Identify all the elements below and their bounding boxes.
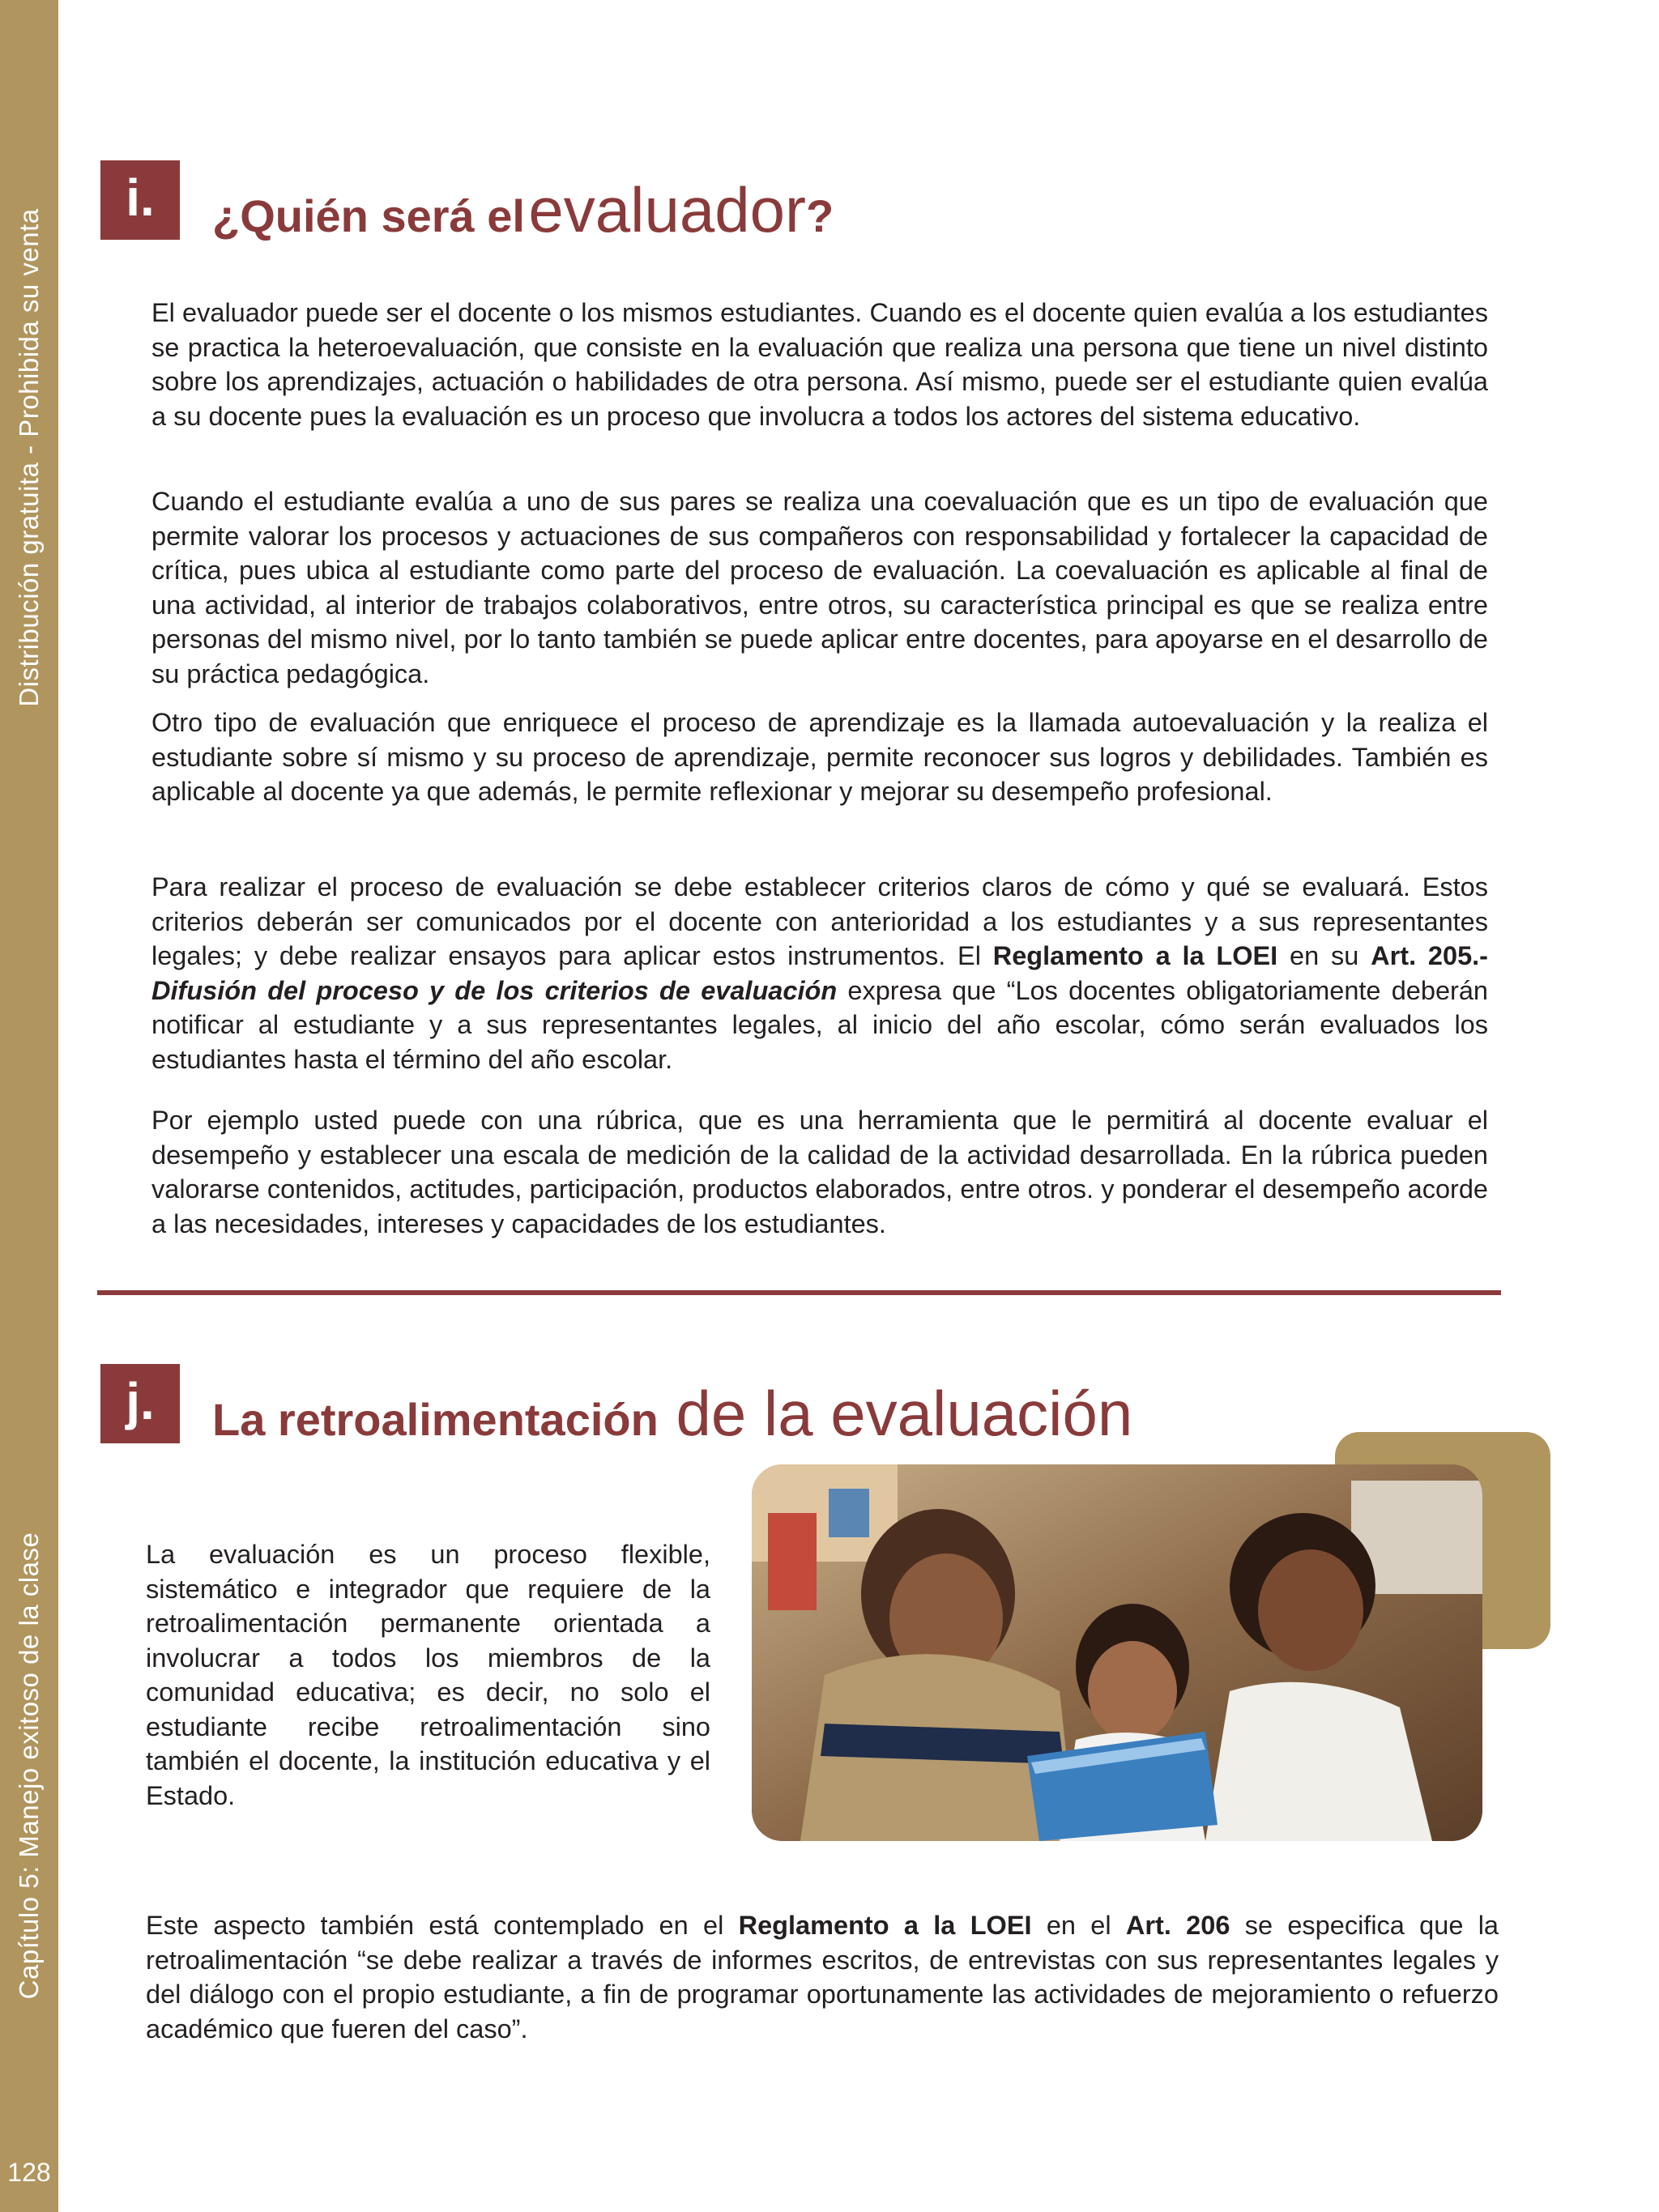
j-p2-article: Art. 206 — [1125, 1911, 1230, 1940]
section-j-paragraph-2 — [146, 1908, 1499, 2046]
classroom-photo — [752, 1464, 1482, 1841]
section-j-badge: j. — [100, 1364, 180, 1443]
section-divider — [97, 1290, 1501, 1295]
sidebar-chapter-text: Capítulo 5: Manejo exitoso de la clase — [14, 1532, 44, 2000]
section-j-title — [212, 1377, 1132, 1451]
section-i-paragraph-4 — [151, 870, 1488, 1076]
p4-text-a: Para realizar el proceso de evaluación se debe establecer criterios claros de cómo y qué se evaluará. Estos criterios deberán ser comunicados por el docente con anterioridad a los estudiantes y a sus representantes legales; y debe realizar ensayos para aplicar estos instrumentos. El — [151, 872, 1488, 970]
j-p2-text-e: se especifica que la retroalimentación “se debe realizar a través de informes escritos, de entrevistas con sus representantes legales y del diálogo con el propio estudiante, a fin de programar oportunamente las actividades de mejoramiento o refuerzo académico que fueren del caso”. — [146, 1911, 1499, 2044]
sidebar — [0, 0, 58, 2212]
section-i-paragraph-1: El evaluador puede ser el docente o los mismos estudiantes. Cuando es el docente quien evalúa a los estudiantes se practica la heteroevaluación, que consiste en la evaluación que realiza una persona que tiene un nivel distinto sobre los aprendizajes, actuación o habilidades de otra persona. Así mismo, puede ser el estudiante quien evalúa a su docente pues la evaluación es un proceso que involucra a todos los actores del sistema educativo. — [151, 298, 1488, 431]
section-i-title-qmark: ? — [805, 190, 834, 241]
section-i-badge: i. — [100, 160, 180, 240]
j-p2-text-a: Este aspecto también está contemplado en el — [146, 1911, 739, 1940]
p4-article-title: Difusión del proceso y de los criterios de evaluación — [151, 975, 838, 1005]
j-p2-reglamento: Reglamento a la LOEI — [738, 1911, 1032, 1940]
section-i-title-bold: ¿Quién será el — [212, 190, 525, 241]
section-i-paragraph-5: Por ejemplo usted puede con una rúbrica, que es una herramienta que le permitirá al docente evaluar el desempeño y establecer una escala de medición de la calidad de la actividad desarrollada. En la rúbrica pueden valorarse contenidos, actitudes, participación, productos elaborados, entre otros. y ponderar el desempeño acorde a las necesidades, intereses y capacidades de los estudiantes. — [151, 1106, 1488, 1238]
j-p2-text-c: en el — [1031, 1911, 1126, 1940]
p4-article: Art. 205.- — [1371, 941, 1489, 970]
sidebar-distribution-text: Distribución gratuita - Prohibida su venta — [14, 208, 44, 707]
section-j-title-light: de la evaluación — [658, 1378, 1133, 1449]
page-number: 128 — [7, 2158, 51, 2187]
section-j-title-bold: La retroalimentación — [212, 1394, 659, 1445]
classroom-photo-illustration — [752, 1464, 1482, 1841]
section-i-title-light: evaluador — [528, 174, 806, 245]
p4-text-f: expresa que “Los docentes obligatoriamente deberán notificar al estudiante y a sus representantes legales, al inicio del año escolar, cómo serán evaluados los estudiantes hasta el término del año escolar. — [151, 975, 1488, 1074]
p4-reglamento: Reglamento a la LOEI — [992, 941, 1278, 970]
section-j-paragraph-1: La evaluación es un proceso flexible, sistemático e integrador que requiere de la retroalimentación permanente orientada a involucrar a todos los miembros de la comunidad educativa; es decir, no solo el estudiante recibe retroalimentación sino también el docente, la institución educativa y el Estado. — [146, 1540, 710, 1810]
section-i-title — [212, 173, 834, 247]
section-i-paragraph-3: Otro tipo de evaluación que enriquece el proceso de aprendizaje es la llamada autoevaluación y la realiza el estudiante sobre sí mismo y su proceso de aprendizaje, permite reconocer sus logros y debilidades. También es aplicable al docente ya que además, le permite reflexionar y mejorar su desempeño profesional. — [151, 708, 1488, 806]
p4-text-c: en su — [1277, 941, 1371, 970]
section-i-paragraph-2: Cuando el estudiante evalúa a uno de sus pares se realiza una coevaluación que es un tipo de evaluación que permite valorar los procesos y actuaciones de sus compañeros con responsabilidad y fortalecer la capacidad de crítica, pues ubica al estudiante como parte del proceso de evaluación. La coevaluación es aplicable al final de una actividad, al interior de trabajos colaborativos, entre otros, su característica principal es que se realiza entre personas del mismo nivel, por lo tanto también se puede aplicar entre docentes, para apoyarse en el desarrollo de su práctica pedagógica. — [151, 487, 1488, 688]
